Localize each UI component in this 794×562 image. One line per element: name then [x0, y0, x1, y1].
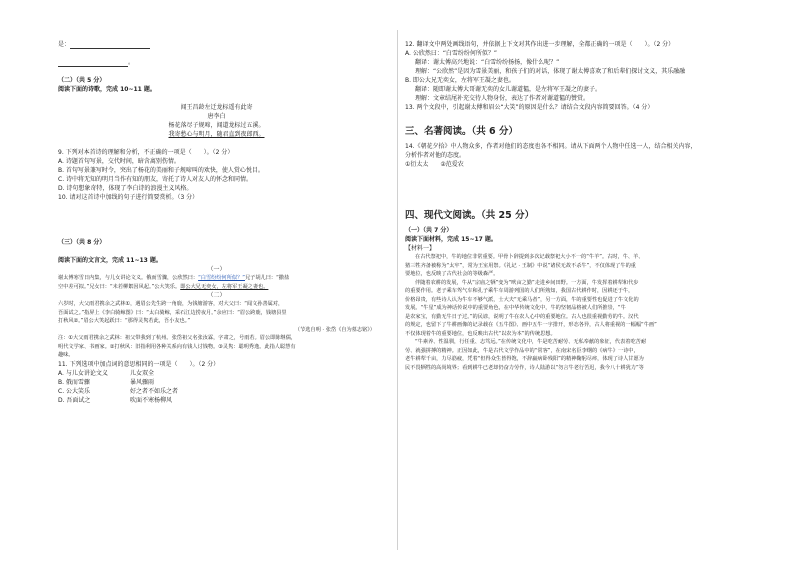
passage-line: 打秋风②。”眉公大笑起跃曰：“那得灵隽若此，吾小友也。”: [58, 318, 191, 324]
material-line: 劳、就强拼搏的精神。正因如此，牛是古代文学作品中的“常客”，在南宋名臣李纲的《病牛》一诗中，: [405, 347, 639, 354]
passage-line: 吾面试之。”指屏上《李白骑鲸图》曰：“太白骑鲸，采石江边捞夜月。”余应曰：“眉公跨鹿，钱塘县里: [58, 309, 287, 316]
understanding: 理解：文章结尾补充交待人物身份，表达了作者对谢道韫的赞赏。: [415, 95, 590, 102]
material-line: 民不畏牺牲的高尚境界；看到耕牛已老却仍奋力劳作，诗人陆游以“勿言牛老行苦迟，我今八十耕犹力”等: [405, 364, 644, 371]
option-a: A. 公欣然曰：“白雪纷纷何所似？”: [405, 50, 498, 57]
answer-line-1: 是：: [58, 40, 375, 49]
option-c: C. 诗中将无知的明月当作有知的朋友，寄托了诗人对友人的怀念和同情。: [58, 176, 253, 183]
note-line: 注：①大父雨君携余之武林：祖父带我到了杭州。张岱祖父名张汝霖，字肃之，号雨若。眉公即陈继儒，: [58, 335, 297, 341]
poem-line-underlined: 我寄愁心与明月，随君直到夜郎西。: [168, 131, 265, 138]
option-b: B. 首句写景兼写时令，突出了杨花的美丽和子规啼叫的欢快，使人赏心悦目。: [58, 167, 264, 174]
passage-heading: （一）: [207, 266, 226, 273]
answer-blank[interactable]: [70, 42, 150, 49]
material-line: 是农家宝，有勤无牛日子过。”的民谚，说明了牛在农人心中的重要地位。古人也很重视勤劳的牛。汉代: [405, 313, 639, 320]
section-title: （二）（共 5 分）: [58, 77, 106, 84]
answer-blank[interactable]: [58, 60, 128, 67]
passage-heading: （二）: [207, 292, 226, 299]
material-line: 老牛耕犁千亩，力尽筋疲，凭着“但得众生皆得饱，不辞羸病卧残阳”的精神鞠躬尽瘁，体现了诗人甘愿为: [405, 356, 644, 362]
section-four-title: 四、现代文阅读。（共 25 分）: [405, 210, 535, 221]
right-page: [397, 0, 794, 562]
translation: 翻译：随即谢太傅大哥谢无奕的女儿谢道韫，是左将军王凝之的妻子。: [415, 86, 602, 93]
section-instruction: 阅读下面材料，完成 15~17 题。: [405, 236, 497, 243]
subsection-title: （一）（共 7 分）: [405, 227, 453, 234]
material-line: 价格昂贵，有些诗人认为牛车不够气派，士大夫“无乘马者”，另一方面，牛的重要性也促进了牛文化的: [405, 296, 639, 303]
note-line: 明代文学家、书画家。②打秋风：旧指利用各种关系向有钱人讨钱物。③灵隽：聪明秀逸。此指人聪慧有: [58, 343, 296, 350]
material-line: 在古代祭祀中，牛的地位非常重要。甲骨卜辞提到多次记载祭祀大小不一的“牛羊”。古时，牛、羊、: [415, 254, 644, 260]
option-d: D. 诗句想象奇特，体现了李白诗的浪漫主义风格。: [58, 185, 193, 192]
section-title: （三）（共 8 分）: [58, 239, 106, 246]
section-instruction: 阅读下面的诗歌，完成 10~11 题。: [58, 86, 156, 93]
understanding: 理解：“公欣然”是因为雪景美丽，和孩子们的对话，体现了谢太傅喜欢了和后辈们探讨文义，其乐融融: [415, 68, 686, 75]
note-line: 趣味。: [58, 352, 74, 358]
material-line: 的重要作用。老子乘车驾气车和孔子乘牛车周游列国的人们所熟知，我国古代耕作时，因耕还于牛，: [405, 288, 634, 294]
material-heading: 【材料一】: [405, 245, 436, 252]
material-line: 要地位，也反映了古代社会的等级森严。: [405, 271, 499, 277]
q11-option-row: D. 吾面试之 吹面不寒杨柳风: [58, 396, 173, 404]
translation: 翻译：谢太傅高兴地说：“白雪纷纷扬扬，像什么呢？”: [415, 59, 560, 66]
passage-source: （节选自明 · 张岱《自为墓志铭》）: [294, 326, 375, 333]
material-line: “牛素养、性温驯，行任重、志笃远。”在传统文化中，牛是吃苦耐劳、无私奉献的象征，代表着吃苦耐: [415, 339, 647, 345]
passage-line: 谢太傅寒雪日内集，与儿女讲论文义。俄而雪骤，公欣然曰：“白雪纷纷何所似？”兄子胡儿曰：“撒盐: [58, 275, 290, 281]
question-9: 9. 下列对本首诗的理解和分析，不正确的一项是（ ）。（2 分）: [58, 149, 234, 156]
material-line: 发展。“牛星”成为神话传说中的重要角色，在中华传统文化中，牛的坚韧品格被人们所推崇，“牛: [405, 305, 626, 311]
question-14-line: 分析作者对他的态度。: [405, 152, 466, 159]
question-10: 10. 请对这首诗中加线的句子进行简要赏析。（3 分）: [58, 194, 199, 201]
material-line: 猪三牲齐备被称为“太牢”，常为王室用祭。《礼记 · 王制》中说“诸侯无故不杀牛”，不仅体现了牛的重: [405, 262, 636, 269]
question-12: 12. 翻译文中两处画线语句，并依据上下文对其作出进一步理解，全都正确的一项是（ ）。（2 分）: [405, 41, 675, 48]
poem-line: 杨花落尽子规啼，闻道龙标过五溪。: [168, 122, 265, 129]
option-a: A. 诗题首句写景，交代时间，暗含离别伤情。: [58, 158, 180, 165]
question-13: 13. 两个文段中，引起谢太傅和眉公“大笑”的原因是什么？请结合文段内容简要回答。（4 分）: [405, 104, 654, 111]
section-instruction: 阅读下面的文言文，完成 11~13 题。: [58, 257, 162, 264]
q11-option-row: C. 公大笑乐 好之者不如乐之者: [58, 387, 179, 395]
answer-line-2: 。: [58, 58, 375, 67]
poem-author: 唐李白: [207, 113, 226, 120]
question-14-options: ①衍太太 ②范爱农: [405, 161, 464, 168]
material-line: 伴随着农耕的发展，牛从“宗庙之牺”变为“畎亩之勤”走进乡间田野。一方面，牛发挥着耕犁和代步: [415, 279, 639, 286]
option-b: B. 即公大兄无奕女，左将军王凝之妻也。: [405, 77, 515, 84]
question-11: 11. 下列选项中加点词的意思相同的一项是（ ）。（2 分）: [58, 360, 220, 368]
material-line: 的规定，也留下了牛耕画像的记录载在《五牛图》、画中五牛一字排开，形态各异，古人将重视的一幅幅“牛画”: [405, 322, 657, 328]
passage-line: 空中差可拟。”兄女曰：“未若柳絮因风起。”公大笑乐。即公大兄无奕女，左将军王凝之妻也。: [58, 283, 269, 290]
q11-option-row: B. 俄而雪骤 暴风骤雨: [58, 378, 155, 386]
question-14-line: 14.《朝花夕拾》中人物众多，作者对他们的态度也各不相同。请从下面两个人物中任选一人，结合相关内容，: [405, 143, 697, 150]
section-three-title: 三、名著阅读。（共 6 分）: [405, 126, 518, 137]
passage-line: 六岁时，大父雨君携余之武林①，遇眉公先生跨一角鹿，为钱塘游客，对大父曰：“闻文孙善属对，: [58, 301, 284, 307]
material-line: 不仅体现着牛的重要地位，也反映出古代“以农为本”的传统思想。: [405, 330, 556, 337]
poem-title: 闻王昌龄左迁龙标遥有此寄: [180, 104, 253, 111]
q11-option-row: A. 与儿女讲论文义 儿女双全: [58, 369, 155, 377]
